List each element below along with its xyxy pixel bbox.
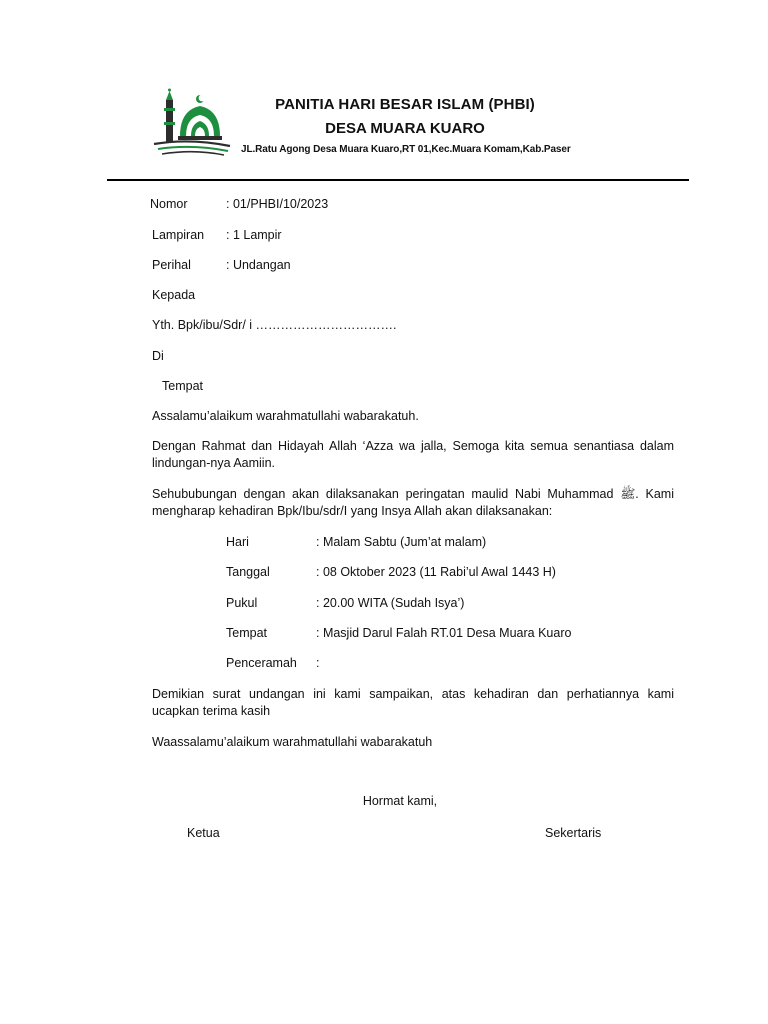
pukul-label: Pukul [226, 596, 258, 610]
paragraph-announcement-line-2: mengharap kehadiran Bpk/Ibu/sdr/I yang Insya Allah akan dilaksanakan: [152, 504, 553, 518]
lampiran-value: : 1 Lampir [226, 228, 282, 242]
di-text: Di [152, 349, 164, 363]
event-place-value: : Masjid Darul Falah RT.01 Desa Muara Kuaro [316, 626, 572, 640]
hormat-kami: Hormat kami, [362, 794, 438, 808]
kepada-text: Kepada [152, 288, 196, 302]
perihal-label: Perihal [152, 258, 191, 272]
paragraph-opening [152, 438, 674, 472]
paragraph-closing-line-2: ucapkan terima kasih [152, 704, 271, 718]
greeting: Assalamu’alaikum warahmatullahi wabarakatuh. [152, 409, 419, 423]
tempat-text: Tempat [162, 379, 203, 393]
pukul-value: : 20.00 WITA (Sudah Isya’) [316, 596, 465, 610]
tanggal-label: Tanggal [226, 565, 270, 579]
penceramah-label: Penceramah [226, 656, 297, 670]
header-divider [107, 179, 689, 181]
tanggal-value: : 08 Oktober 2023 (11 Rabi’ul Awal 1443 H) [316, 565, 556, 579]
hari-value: : Malam Sabtu (Jum’at malam) [316, 535, 487, 549]
perihal-value: : Undangan [226, 258, 291, 272]
org-village: DESA MUARA KUARO [325, 120, 485, 137]
paragraph-announcement [152, 486, 674, 520]
org-name: PANITIA HARI BESAR ISLAM (PHBI) [275, 96, 535, 113]
hari-label: Hari [226, 535, 249, 549]
paragraph-opening-line-2: lindungan-nya Aamiin. [152, 456, 275, 470]
paragraph-announcement-line-1: Sehububungan dengan akan dilaksanakan peringatan maulid Nabi Muhammad ﷺ. Kami [152, 487, 674, 501]
paragraph-closing [152, 686, 674, 720]
ketua-signature-label: Ketua [187, 826, 220, 840]
penceramah-value: : [316, 656, 320, 670]
farewell: Waassalamu’alaikum warahmatullahi wabarakatuh [152, 735, 433, 749]
nomor-label: Nomor [150, 197, 188, 211]
paragraph-opening-line-1: Dengan Rahmat dan Hidayah Allah ‘Azza wa jalla, Semoga kita semua senantiasa dalam [152, 439, 674, 453]
sekertaris-signature-label: Sekertaris [545, 826, 602, 840]
event-place-label: Tempat [226, 626, 267, 640]
paragraph-closing-line-1: Demikian surat undangan ini kami sampaikan, atas kehadiran dan perhatiannya kami [152, 687, 674, 701]
org-address: JL.Ratu Agong Desa Muara Kuaro,RT 01,Kec.Muara Komam,Kab.Paser [241, 144, 571, 155]
lampiran-label: Lampiran [152, 228, 205, 242]
recipient-line: Yth. Bpk/ibu/Sdr/ i ……………………………. [152, 318, 397, 332]
nomor-value: : 01/PHBI/10/2023 [226, 197, 329, 211]
